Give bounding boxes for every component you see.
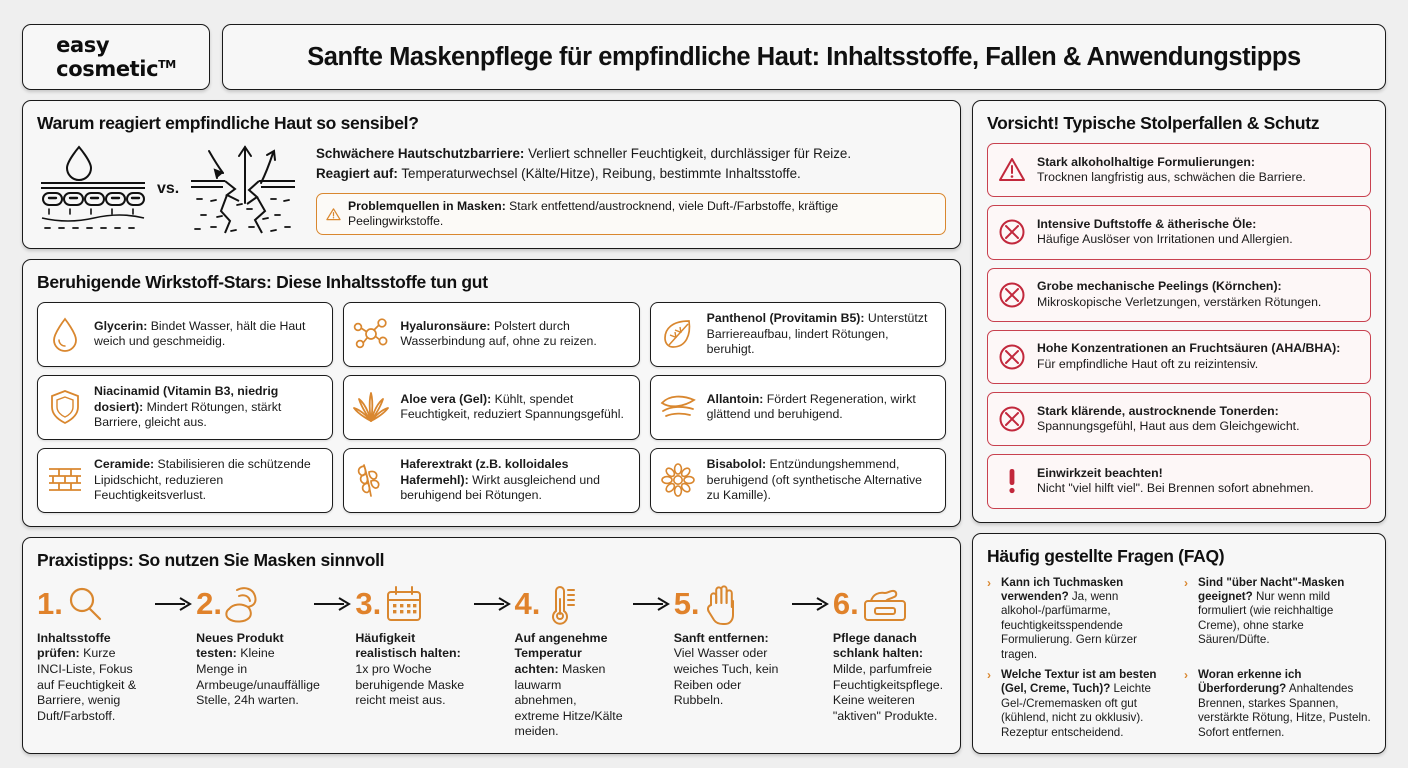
brick-wall-icon	[44, 465, 86, 495]
magnifier-icon	[66, 585, 104, 623]
ingredient-card[interactable]	[650, 302, 946, 367]
note-rest: Stark entfettend/austrocknend, viele Duft-/Farbstoffe, kräftige Peelingwirkstoffe.	[347, 198, 839, 228]
panel-why-sensitive	[22, 100, 961, 249]
faq-text: Kann ich Tuchmasken verwenden? Ja, wenn alkohol-/parfümarme, feuchtigkeitsspendende Formulierung. Gern kürzer tragen.	[1001, 575, 1137, 661]
why-line-1-rest: Temperaturwechsel (Kälte/Hitze), Reibung, bestimmte Inhaltsstoffe.	[397, 165, 801, 181]
step-text: Inhaltsstoffe prüfen: Kurze INCI-Liste, Fokus auf Feuchtigkeit & Barriere, wenig Duft/Farbstoff.	[37, 630, 137, 723]
cream-jar-icon	[862, 585, 908, 623]
molecule-icon	[350, 317, 392, 351]
ingredients-grid	[37, 302, 946, 513]
title-bar	[222, 24, 1386, 90]
faq-text: Welche Textur ist am besten (Gel, Creme, Tuch)? Leichte Gel-/Crememasken oft gut (kühlend, nicht zu okklusiv). Rezeptur entscheidend.	[1001, 667, 1157, 739]
step-number: 4.	[514, 586, 541, 622]
left-column	[22, 100, 961, 754]
warning-triangle-icon	[326, 207, 341, 221]
note-lead: Problemquellen in Masken:	[347, 198, 506, 213]
shield-icon	[44, 389, 86, 425]
exclamation-icon	[996, 466, 1028, 496]
x-circle-icon	[996, 405, 1028, 433]
ingredient-text: Panthenol (Provitamin B5): Unterstützt Barriereaufbau, lindert Rötungen, beruhigt.	[706, 311, 928, 357]
healthy-skin-icon	[37, 143, 149, 235]
step-item[interactable]	[833, 580, 946, 725]
step-item[interactable]	[674, 580, 787, 709]
brand-logo-text	[56, 35, 176, 79]
faq-text: Woran erkenne ich Überforderung? Anhaltendes Brennen, starkes Spannen, verstärkte Rötung, Hitze, Pusteln. Sofort entfernen.	[1198, 667, 1371, 739]
brand-line1: easy	[56, 33, 110, 57]
ingredient-text: Ceramide: Stabilisieren die schützende Lipidschicht, reduzieren Feuchtigkeitsverlust.	[94, 457, 311, 503]
step-arrow-icon	[150, 580, 196, 628]
pitfall-item[interactable]	[987, 330, 1371, 384]
pitfalls-list	[987, 143, 1371, 509]
pitfall-text: Stark klärende, austrocknende Tonerden: Spannungsgefühl, Haut aus dem Gleichgewicht.	[1037, 403, 1300, 434]
chevron-right-icon: ›	[987, 575, 991, 590]
step-arrow-icon	[628, 580, 674, 628]
step-number: 3.	[355, 586, 382, 622]
pitfall-item[interactable]	[987, 454, 1371, 508]
pitfall-text: Stark alkoholhaltige Formulierungen: Trocknen langfristig aus, schwächen die Barriere.	[1037, 154, 1306, 185]
flower-icon	[657, 463, 699, 497]
pitfall-text: Hohe Konzentrationen an Fruchtsäuren (AHA/BHA): Für empfindliche Haut oft zu reizintensiv.	[1037, 341, 1341, 371]
step-item[interactable]	[196, 580, 320, 709]
why-line-0-lead: Schwächere Hautschutzbarriere:	[316, 145, 525, 161]
steps-title: Praxistipps: So nutzen Sie Masken sinnvoll	[37, 549, 385, 570]
panel-pitfalls	[972, 100, 1386, 523]
why-line-1	[316, 164, 946, 184]
pitfall-text: Intensive Duftstoffe & ätherische Öle: Häufige Auslöser von Irritationen und Allergien.	[1037, 216, 1293, 247]
pitfall-item[interactable]	[987, 143, 1371, 197]
problem-sources-note	[316, 193, 946, 235]
waves-icon	[657, 394, 699, 420]
hand-icon	[703, 583, 741, 625]
step-number: 5.	[673, 586, 700, 622]
aloe-icon	[350, 390, 392, 424]
x-circle-icon	[996, 218, 1028, 246]
chevron-right-icon: ›	[987, 667, 991, 682]
why-line-0-rest: Verliert schneller Feuchtigkeit, durchlässiger für Reize.	[524, 145, 852, 161]
thermometer-icon	[543, 583, 577, 625]
x-circle-icon	[996, 281, 1028, 309]
ingredient-card[interactable]	[650, 375, 946, 440]
step-text: Sanft entfernen: Viel Wasser oder weiches Tuch, kein Reiben oder Rubbeln.	[673, 630, 779, 708]
pitfall-item[interactable]	[987, 205, 1371, 259]
faq-item[interactable]	[987, 668, 1174, 740]
steps-row	[37, 580, 946, 740]
step-item[interactable]	[37, 580, 150, 725]
leaf-icon	[657, 317, 699, 351]
step-item[interactable]	[355, 580, 468, 709]
page-title: Sanfte Maskenpflege für empfindliche Haut: Inhaltsstoffe, Fallen & Anwendungstipps	[307, 42, 1301, 71]
right-column	[972, 100, 1386, 754]
step-item[interactable]	[515, 580, 628, 740]
calendar-icon	[384, 584, 424, 624]
step-text: Häufigkeit realistisch halten: 1x pro Woche beruhigende Maske reicht meist aus.	[355, 630, 465, 708]
faq-grid	[987, 576, 1371, 740]
panel-soothing-ingredients	[22, 259, 961, 527]
ingredient-card[interactable]	[343, 375, 639, 440]
ingredients-title: Beruhigende Wirkstoff-Stars: Diese Inhaltsstoffe tun gut	[37, 272, 488, 292]
step-text: Neues Produkt testen: Kleine Menge in Armbeuge/unauffällige Stelle, 24h warten.	[196, 630, 320, 708]
step-text: Auf angenehme Temperatur achten: Masken lauwarm abnehmen, extreme Hitze/Kälte meiden.	[514, 630, 623, 739]
step-number: 6.	[832, 586, 859, 622]
chevron-right-icon: ›	[1184, 667, 1188, 682]
faq-title: Häufig gestellte Fragen (FAQ)	[987, 545, 1225, 566]
ingredient-text: Niacinamid (Vitamin B3, niedrig dosiert): Mindert Rötungen, stärkt Barriere, gleicht aus.	[94, 384, 282, 430]
panel-practice-tips	[22, 537, 961, 754]
step-arrow-icon	[309, 580, 355, 628]
ingredient-card[interactable]	[343, 302, 639, 367]
brand-logo	[22, 24, 210, 90]
why-text-block	[316, 144, 946, 235]
pitfall-text: Grobe mechanische Peelings (Körnchen): Mikroskopische Verletzungen, verstärken Rötungen.	[1037, 279, 1322, 309]
header	[22, 24, 1386, 90]
step-number: 1.	[37, 586, 63, 622]
ingredient-text: Allantoin: Fördert Regeneration, wirkt glättend und beruhigend.	[706, 392, 916, 422]
ingredient-text: Hyaluronsäure: Polstert durch Wasserbindung auf, ohne zu reizen.	[400, 319, 597, 349]
faq-item[interactable]	[1184, 668, 1371, 740]
ingredient-text: Haferextrakt (z.B. kolloidales Hafermehl): Wirkt ausgleichend und beruhigend bei Rötungen.	[400, 457, 600, 503]
pitfall-text: Einwirkzeit beachten! Nicht "viel hilft viel". Bei Brennen sofort abnehmen.	[1037, 465, 1314, 496]
brand-line2: cosmetic	[56, 57, 159, 81]
faq-text: Sind "über Nacht"-Masken geeignet? Nur wenn mild formuliert (wie reichhaltige Creme), ohne starke Säuren/Düfte.	[1198, 575, 1345, 647]
pitfall-item[interactable]	[987, 392, 1371, 446]
step-text: Pflege danach schlank halten: Milde, parfumfreie Feuchtigkeitspflege. Keine weiteren "aktiven" Produkte.	[832, 630, 944, 723]
ingredient-card[interactable]	[37, 448, 333, 513]
ingredient-card[interactable]	[37, 302, 333, 367]
faq-item[interactable]	[1184, 576, 1371, 662]
pitfall-item[interactable]	[987, 268, 1371, 322]
ingredient-text: Bisabolol: Entzündungshemmend, beruhigend (oft synthetische Alternative zu Kamille).	[706, 457, 922, 503]
panel-faq	[972, 533, 1386, 754]
ingredient-text: Glycerin: Bindet Wasser, hält die Haut weich und geschmeidig.	[94, 319, 306, 349]
why-line-0	[316, 144, 946, 164]
step-number: 2.	[196, 586, 223, 622]
trademark-symbol: TM	[158, 58, 176, 71]
step-arrow-icon	[787, 580, 833, 628]
ingredient-text: Aloe vera (Gel): Kühlt, spendet Feuchtigkeit, reduziert Spannungsgefühl.	[400, 392, 624, 422]
x-circle-icon	[996, 343, 1028, 371]
ingredient-card[interactable]	[37, 375, 333, 440]
warning-triangle-icon	[996, 157, 1028, 183]
faq-item[interactable]	[987, 576, 1174, 662]
chevron-right-icon: ›	[1184, 575, 1188, 590]
vs-label: vs.	[157, 180, 180, 197]
biceps-icon	[225, 584, 267, 624]
body-grid	[22, 100, 1386, 754]
skin-comparison-figure	[37, 143, 302, 235]
droplet-icon	[44, 316, 86, 352]
pitfalls-title: Vorsicht! Typische Stolperfallen & Schutz	[987, 113, 1320, 133]
step-arrow-icon	[469, 580, 515, 628]
oat-icon	[350, 462, 392, 498]
ingredient-card[interactable]	[650, 448, 946, 513]
why-title: Warum reagiert empfindliche Haut so sensibel?	[37, 113, 419, 133]
why-line-1-lead: Reagiert auf:	[316, 165, 398, 181]
ingredient-card[interactable]	[343, 448, 639, 513]
sensitive-skin-icon	[187, 143, 299, 235]
